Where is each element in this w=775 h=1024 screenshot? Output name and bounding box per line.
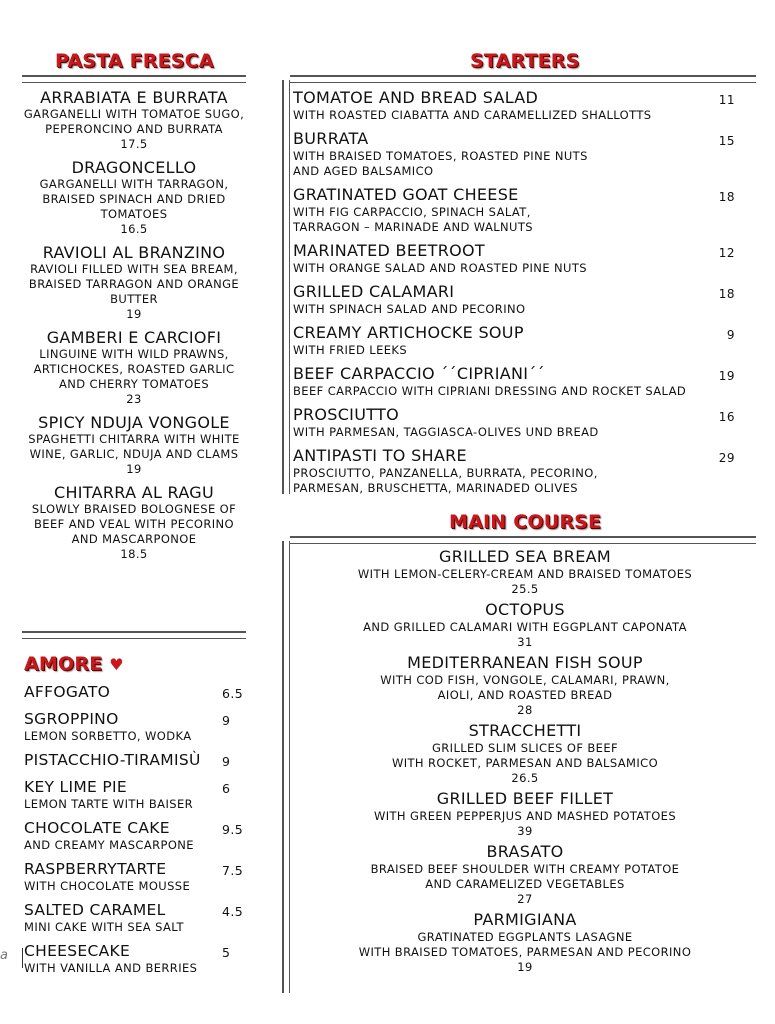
list-item: [22, 413, 246, 477]
dish-name: CHITARRA AL RAGU: [53, 483, 214, 502]
list-item: [22, 328, 246, 407]
list-item: [293, 185, 743, 235]
dish-name: MARINATED BEETROOT: [293, 241, 485, 260]
dish-name: PISTACCHIO-TIRAMISÙ: [24, 751, 201, 769]
dish-price: 19: [126, 462, 142, 476]
main-heading-rule: [290, 536, 756, 544]
dish-name: BEEF CARPACCIO ´´CIPRIANI´´: [293, 364, 545, 383]
list-item: [293, 323, 743, 358]
starters-list: [293, 88, 743, 502]
dish-description: WITH VANILLA AND BERRIES: [24, 961, 198, 975]
dish-price: 26.5: [511, 771, 539, 785]
dish-description: LINGUINE WITH WILD PRAWNS, ARTICHOCKES, ROASTED GARLIC AND CHERRY TOMATOES: [33, 347, 235, 391]
amore-top-rule: [22, 631, 246, 639]
dish-price: 6.5: [222, 686, 244, 701]
dish-name: SGROPPINO: [24, 710, 119, 728]
dish-description: GRATINATED EGGPLANTS LASAGNE WITH BRAISED TOMATOES, PARMESAN AND PECORINO: [358, 930, 692, 959]
dish-name: ARRABIATA E BURRATA: [40, 88, 228, 107]
dish-name: PARMIGIANA: [473, 910, 577, 929]
dish-description: GARGANELLI WITH TARRAGON, BRAISED SPINACH AND DRIED TOMATOES: [39, 177, 229, 221]
dish-name: SPICY NDUJA VONGOLE: [38, 413, 230, 432]
dish-price: 6: [222, 781, 231, 796]
dish-description: AND GRILLED CALAMARI WITH EGGPLANT CAPONATA: [363, 620, 687, 634]
dish-price: 31: [517, 635, 533, 649]
amore-heading-text: AMORE: [24, 653, 103, 675]
amore-heading: [24, 653, 124, 675]
list-item: [295, 547, 755, 596]
list-item: [22, 483, 246, 562]
margin-mark: a: [0, 948, 8, 963]
dish-name: GRILLED SEA BREAM: [439, 547, 611, 566]
dish-name: GRATINATED GOAT CHEESE: [293, 185, 519, 204]
pasta-heading-rule: [22, 75, 246, 83]
list-item: [295, 600, 755, 649]
list-item: [293, 282, 743, 317]
dish-price: 25.5: [511, 582, 539, 596]
dish-name: BURRATA: [293, 129, 369, 148]
dish-price: 17.5: [120, 137, 148, 151]
list-item: [295, 842, 755, 906]
dish-price: 39: [517, 824, 533, 838]
dish-description: RAVIOLI FILLED WITH SEA BREAM, BRAISED TARRAGON AND ORANGE BUTTER: [28, 262, 240, 306]
dish-price: 19: [126, 307, 142, 321]
starters-heading-rule: [290, 75, 756, 83]
dish-name: GRILLED BEEF FILLET: [436, 789, 614, 808]
dish-description: WITH GREEN PEPPERJUS AND MASHED POTATOES: [373, 809, 677, 823]
dish-price: 15: [718, 134, 735, 148]
dish-name: DRAGONCELLO: [71, 158, 197, 177]
dish-description: SPAGHETTI CHITARRA WITH WHITE WINE, GARLIC, NDUJA AND CLAMS: [28, 432, 240, 461]
list-item: [293, 241, 743, 276]
list-item: [24, 860, 246, 893]
list-item: [24, 942, 246, 975]
dish-price: 12: [718, 246, 735, 260]
text-cursor: [22, 948, 23, 968]
dish-description: BRAISED BEEF SHOULDER WITH CREAMY POTATOE AND CARAMELIZED VEGETABLES: [370, 862, 680, 891]
main-course-heading: MAIN COURSE: [449, 511, 602, 533]
dish-price: 4.5: [222, 904, 244, 919]
dish-description: WITH ROASTED CIABATTA AND CARAMELLIZED SHALLOTTS: [293, 108, 652, 122]
list-item: [293, 129, 743, 179]
dish-name: AFFOGATO: [24, 683, 111, 701]
list-item: [22, 88, 246, 152]
list-item: [22, 243, 246, 322]
dish-description: WITH BRAISED TOMATOES, ROASTED PINE NUTS AND AGED BALSAMICO: [293, 149, 588, 178]
heart-icon: ♥: [109, 655, 124, 674]
dish-description: GARGANELLI WITH TOMATOE SUGO, PEPERONCINO AND BURRATA: [23, 107, 245, 136]
dish-description: LEMON SORBETTO, WODKA: [24, 729, 192, 743]
dish-price: 23: [126, 392, 142, 406]
dish-description: WITH FIG CARPACCIO, SPINACH SALAT, TARRAGON – MARINADE AND WALNUTS: [293, 205, 533, 234]
list-item: [295, 721, 755, 785]
dish-price: 27: [517, 892, 533, 906]
dish-name: BRASATO: [486, 842, 564, 861]
dish-price: 19: [718, 369, 735, 383]
amore-list: [24, 683, 246, 983]
dish-price: 5: [222, 945, 231, 960]
dish-description: WITH CHOCOLATE MOUSSE: [24, 879, 191, 893]
dish-name: OCTOPUS: [485, 600, 565, 619]
dish-price: 18: [718, 190, 735, 204]
dish-name: ANTIPASTI TO SHARE: [293, 446, 467, 465]
list-item: [22, 158, 246, 237]
dish-name: TOMATOE AND BREAD SALAD: [293, 88, 539, 107]
dish-price: 9: [222, 754, 231, 769]
dish-description: WITH LEMON-CELERY-CREAM AND BRAISED TOMATOES: [357, 567, 693, 581]
dish-description: PROSCIUTTO, PANZANELLA, BURRATA, PECORINO, PARMESAN, BRUSCHETTA, MARINADED OLIVES: [293, 466, 598, 495]
dish-description: SLOWLY BRAISED BOLOGNESE OF BEEF AND VEAL WITH PECORINO AND MASCARPONOE: [31, 502, 237, 546]
dish-price: 28: [517, 703, 533, 717]
dish-price: 9: [726, 328, 735, 342]
dish-description: MINI CAKE WITH SEA SALT: [24, 920, 184, 934]
list-item: [293, 88, 743, 123]
list-item: [295, 789, 755, 838]
dish-description: WITH SPINACH SALAD AND PECORINO: [293, 302, 526, 316]
list-item: [24, 901, 246, 934]
dish-name: GRILLED CALAMARI: [293, 282, 455, 301]
dish-name: MEDITERRANEAN FISH SOUP: [407, 653, 643, 672]
dish-name: RASPBERRYTARTE: [24, 860, 167, 878]
dish-description: WITH COD FISH, VONGOLE, CALAMARI, PRAWN, AIOLI, AND ROASTED BREAD: [380, 673, 670, 702]
list-item: [24, 751, 246, 770]
starters-heading: STARTERS: [470, 50, 580, 72]
list-item: [24, 683, 246, 702]
dish-price: 7.5: [222, 863, 244, 878]
dish-name: SALTED CARAMEL: [24, 901, 166, 919]
dish-name: KEY LIME PIE: [24, 778, 127, 796]
dish-name: RAVIOLI AL BRANZINO: [42, 243, 226, 262]
list-item: [24, 819, 246, 852]
dish-description: AND CREAMY MASCARPONE: [24, 838, 194, 852]
dish-description: BEEF CARPACCIO WITH CIPRIANI DRESSING AND ROCKET SALAD: [293, 384, 687, 398]
dish-description: WITH PARMESAN, TAGGIASCA-OLIVES UND BREAD: [293, 425, 599, 439]
dish-price: 18.5: [120, 547, 148, 561]
dish-price: 16.5: [120, 222, 148, 236]
dish-name: PROSCIUTTO: [293, 405, 399, 424]
dish-description: GRILLED SLIM SLICES OF BEEF WITH ROCKET, PARMESAN AND BALSAMICO: [391, 741, 659, 770]
dish-price: 19: [517, 960, 533, 974]
list-item: [24, 778, 246, 811]
dish-price: 9: [222, 713, 231, 728]
list-item: [295, 653, 755, 717]
dish-name: CREAMY ARTICHOCKE SOUP: [293, 323, 524, 342]
dish-description: WITH FRIED LEEKS: [293, 343, 408, 357]
starters-divider: [282, 80, 290, 494]
dish-price: 9.5: [222, 822, 244, 837]
pasta-heading: PASTA FRESCA: [55, 50, 214, 72]
dish-name: CHOCOLATE CAKE: [24, 819, 170, 837]
dish-price: 18: [718, 287, 735, 301]
list-item: [293, 405, 743, 440]
main-course-list: [295, 547, 755, 978]
dish-name: STRACCHETTI: [468, 721, 582, 740]
dish-price: 16: [718, 410, 735, 424]
dish-description: LEMON TARTE WITH BAISER: [24, 797, 193, 811]
dish-price: 11: [718, 93, 735, 107]
main-divider: [282, 541, 290, 993]
list-item: [24, 710, 246, 743]
dish-description: WITH ORANGE SALAD AND ROASTED PINE NUTS: [293, 261, 587, 275]
dish-price: 29: [718, 451, 735, 465]
list-item: [295, 910, 755, 974]
dish-name: GAMBERI E CARCIOFI: [46, 328, 222, 347]
list-item: [293, 364, 743, 399]
pasta-list: [22, 88, 246, 568]
dish-name: CHEESECAKE: [24, 942, 131, 960]
list-item: [293, 446, 743, 496]
